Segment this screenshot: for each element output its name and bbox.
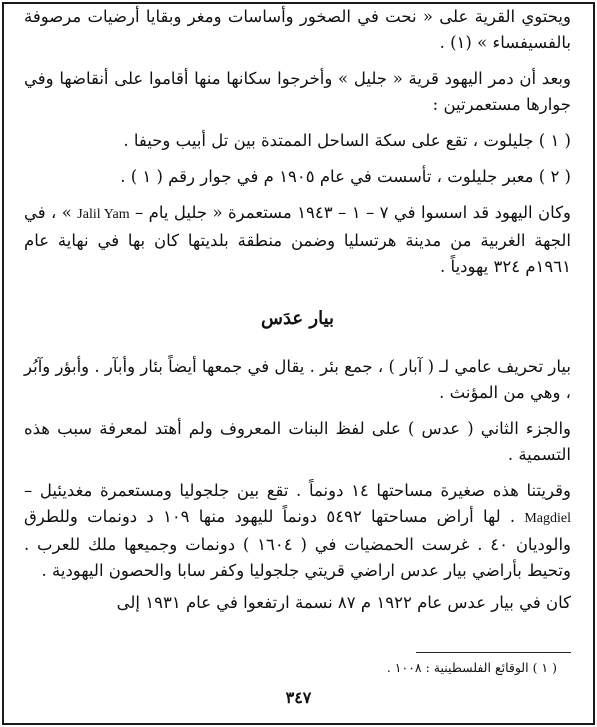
village-area-text-start: وقريتنا هذه صغيرة مساحتها ١٤ دونماً . تقع بين جلجوليا ومستعمرة مغديئيل – — [24, 481, 571, 500]
paragraph-galil-yam — [24, 200, 571, 280]
paragraph-settlements-intro: وبعد أن دمر اليهود قرية « جليل » وأخرجوا سكانها منها أقاموا على أنقاضها وفي جوارها مستعمرتين : — [24, 69, 571, 114]
paragraph-name-etymology: بيار تحريف عامي لـ ( آبار ) ، جمع بئر . يقال في جمعها أيضاً بئار وأبآر . وأبؤر وآبُر ، وهي من المؤنث . — [24, 357, 571, 402]
paragraph-village-area — [24, 478, 571, 584]
galil-yam-text-start: وكان اليهود قد اسسوا في ٧ – ١ – ١٩٤٣ مستعمرة « جليل يام – — [129, 203, 572, 222]
paragraph-population: كان في بيار عدس عام ١٩٢٢ م ٨٧ نسمة ارتفعوا في عام ١٩٣١ إلى — [116, 593, 571, 612]
galil-yam-text-end: » ، في الجهة الغربية من مدينة هرتسليا وضمن منطقة بلديتها كان بها في نهاية عام ١٩٦١م ٣٢٤ يهودياً . — [24, 203, 571, 276]
list-item-galilot: ( ١ ) جليلوت ، تقع على سكة الساحل الممتدة بين تل أبيب وحيفا . — [123, 131, 571, 150]
footnote-divider — [416, 652, 571, 653]
magdiel-latin-name: Magdiel — [524, 511, 571, 526]
village-area-text-end: . لها أراض مساحتها ٥٤٩٢ دونماً لليهود منها ١٠٩ د دونمات وللطرق والوديان ٤٠ . غرست الحمضيات في ( ١٦٠٤ ) دونمات وجميعها ملك للعرب . وتحيط بأراضي بيار عدس اراضي قريتي جلجوليا وكفر سابا والحصون اليهودية . — [24, 507, 572, 580]
list-item-maabar-galilot: ( ٢ ) معبر جليلوت ، تأسست في عام ١٩٠٥ م في جوار رقم ( ١ ) . — [120, 167, 571, 186]
paragraph-second-part: والجزء الثاني ( عدس ) على لفظ البنات المعروف ولم أهتد لمعرفة سبب هذه التسمية . — [24, 419, 571, 464]
text-column — [24, 4, 571, 626]
footnote: ( ١ ) الوقائع الفلسطينية : ١٠٠٨ . — [386, 660, 557, 675]
page-number: ٣٤٧ — [285, 688, 312, 707]
galil-yam-latin-name: Jalil Yam — [77, 207, 130, 222]
section-heading: بيار عدَس — [260, 308, 335, 329]
paragraph-village-description: ويحتوي القرية على « نحت في الصخور وأساسات ومغر وبقايا أرضيات مرصوفة بالفسيفساء » (١) . — [24, 7, 571, 52]
